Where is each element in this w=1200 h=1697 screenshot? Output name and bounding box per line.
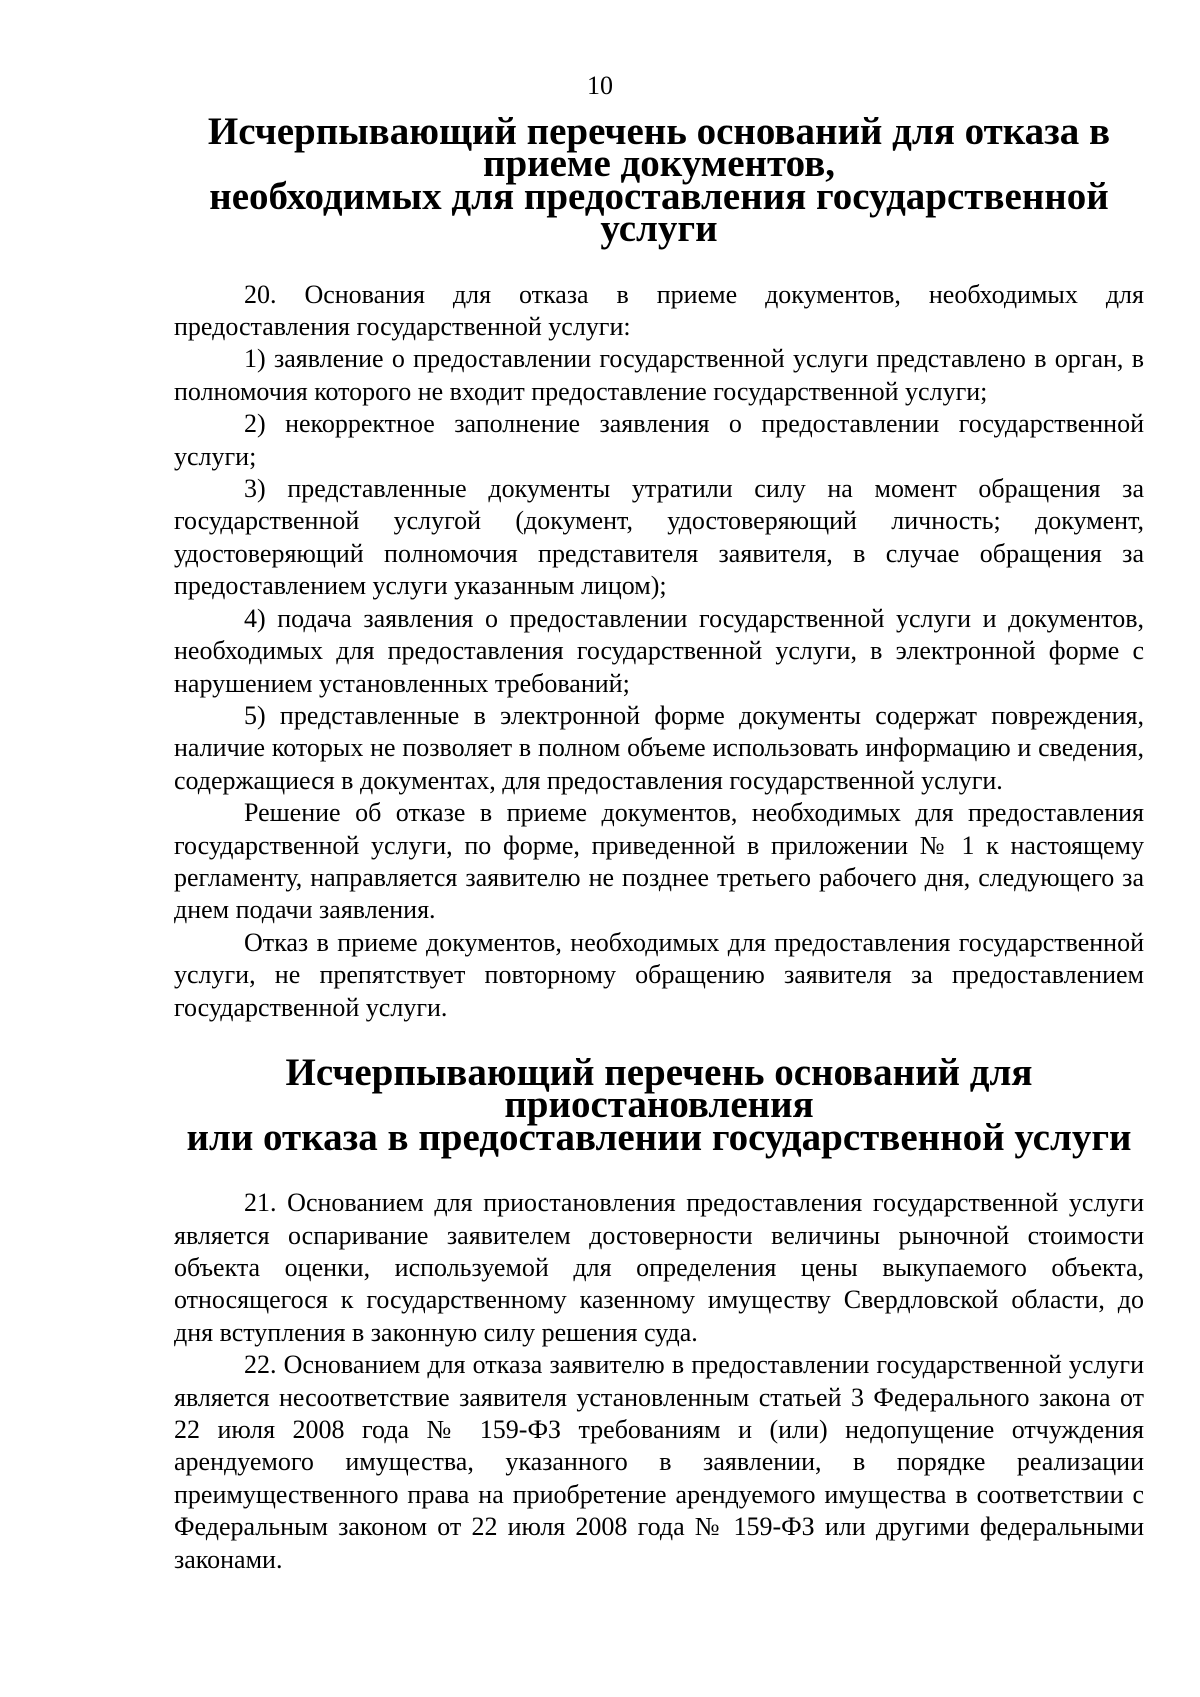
page-number: 10	[587, 71, 613, 100]
section-heading-suspension-refusal	[174, 1050, 1144, 1159]
paragraph-refusal-note: Отказ в приеме документов, необходимых для предоставления государственной услуги, не препятствует повторному обращению заявителя за предоставлением государственной услуги.	[174, 927, 1144, 1022]
heading-line: Исчерпывающий перечень оснований для отказа в приеме документов,	[207, 110, 1111, 186]
paragraph-22: 22. Основанием для отказа заявителю в предоставлении государственной услуги является несоответствие заявителя установленным статьей 3 Федерального закона от 22 июля 2008 года № 159-ФЗ требованиям и (или) недопущение отчуждения арендуемого имущества, указанного в заявлении, в порядке реализации преимущественного права на приобретение арендуемого имущества в соответствии с Федеральным законом от 22 июля 2008 года № 159-ФЗ или другими федеральными законами.	[174, 1350, 1144, 1574]
heading-line: или отказа в предоставлении государственной услуги	[186, 1115, 1132, 1159]
section-heading-refusal-acceptance	[174, 110, 1144, 251]
heading-line: Исчерпывающий перечень оснований для приостановления	[285, 1050, 1033, 1127]
heading-line: необходимых для предоставления государственной услуги	[209, 174, 1109, 251]
paragraph-decision: Решение об отказе в приеме документов, необходимых для предоставления государственной услуги, по форме, приведенной в приложении № 1 к настоящему регламенту, направляется заявителю не позднее третьего рабочего дня, следующего за днем подачи заявления.	[174, 798, 1144, 925]
list-item-4: 4) подача заявления о предоставлении государственной услуги и документов, необходимых для предоставления государственной услуги, в электронной форме с нарушением установленных требований;	[174, 603, 1144, 698]
document-body	[174, 110, 1144, 1576]
list-item-5: 5) представленные в электронной форме документы содержат повреждения, наличие которых не позволяет в полном объеме использовать информацию и сведения, содержащиеся в документах, для предоставления государственной услуги.	[174, 700, 1144, 795]
list-item-1: 1) заявление о предоставлении государственной услуги представлено в орган, в полномочия которого не входит предоставление государственной услуги;	[174, 344, 1144, 406]
list-item-2: 2) некорректное заполнение заявления о предоставлении государственной услуги;	[174, 409, 1144, 471]
paragraph-20: 20. Основания для отказа в приеме документов, необходимых для предоставления государственной услуги:	[174, 279, 1144, 342]
paragraph-21: 21. Основанием для приостановления предоставления государственной услуги является оспаривание заявителем достоверности величины рыночной стоимости объекта оценки, используемой для определения цены выкупаемого объекта, относящегося к государственному казенному имуществу Свердловской области, до дня вступления в законную силу решения суда.	[174, 1188, 1144, 1347]
spacer	[174, 1154, 1144, 1187]
list-item-3: 3) представленные документы утратили силу на момент обращения за государственной услугой (документ, удостоверяющий личность; документ, удостоверяющий полномочия представителя заявителя, в случае обращения за предоставлением услуги указанным лицом);	[174, 474, 1144, 601]
spacer	[174, 246, 1144, 279]
